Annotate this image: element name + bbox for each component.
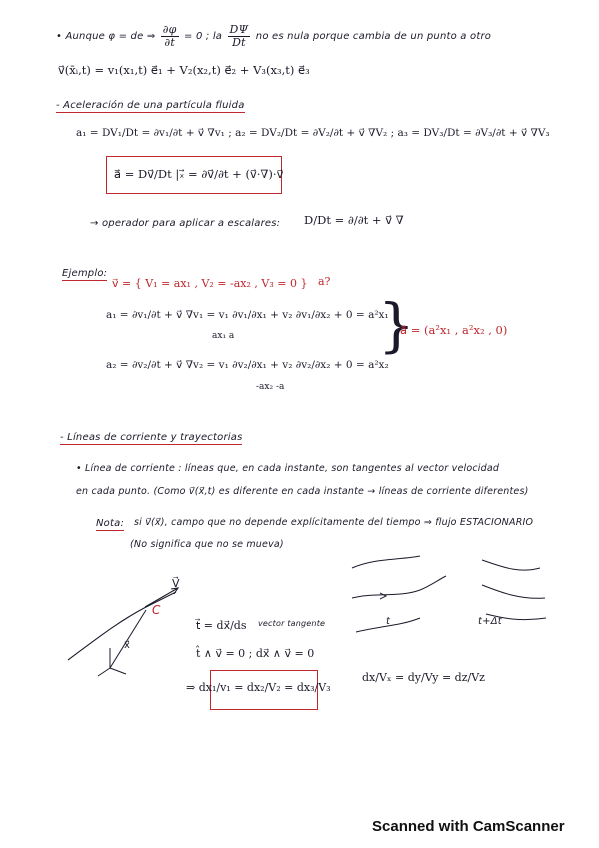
streamline-tdt-1	[482, 560, 540, 570]
axis-x	[98, 668, 110, 676]
tangent-label: vector tangente	[258, 619, 326, 628]
aunque-frac-1-num: ∂φ	[162, 23, 177, 36]
ejemplo-a1: a₁ = ∂v₁/∂t + v⃗ ∇v₁ = v₁ ∂v₁/∂x₁ + v₂ ∂v₁/∂x₂ + 0 = a²x₁	[106, 309, 389, 321]
streamline-definition-1: • Línea de corriente : líneas que, en cada instante, son tangentes al vector velocidad	[76, 463, 500, 474]
velocity-field-equation: v⃗(x̄ᵢ,t) = v₁(x₁,t) e⃗₁ + V₂(x₂,t) e⃗₂ + V₃(x₃,t) e⃗₃	[58, 63, 310, 77]
ejemplo-a2: a₂ = ∂v₂/∂t + v⃗ ∇v₂ = v₁ ∂v₂/∂x₁ + v₂ ∂v₂/∂x₂ + 0 = a²x₂	[106, 359, 389, 371]
camscanner-footer: Scanned with CamScanner	[372, 818, 565, 835]
streamline-equation: ⇒ dx₁/v₁ = dx₂/V₂ = dx₃/V₃	[186, 681, 331, 694]
ejemplo-velocity: v⃗ = { V₁ = ax₁ , V₂ = -ax₂ , V₃ = 0 }	[112, 277, 308, 290]
aunque-frac-2-den: Dt	[232, 35, 246, 49]
streamline-t-2	[352, 576, 446, 598]
sketch-label-x: x⃗	[124, 640, 130, 651]
streamline-tdt-2	[482, 585, 545, 598]
sketch-label-v: V⃗	[172, 577, 180, 590]
velocity-vector	[145, 588, 178, 607]
aunque-frac-1-den: ∂t	[164, 35, 175, 49]
ejemplo-label-text: Ejemplo:	[62, 268, 108, 279]
ejemplo-question: a?	[318, 275, 331, 288]
material-derivative-equation: a⃗ = Dv⃗/Dt |ₓ⃗ = ∂v⃗/∂t + (v⃗·∇)·v⃗	[114, 167, 284, 181]
streamlines-heading-text: - Líneas de corriente y trayectorias	[60, 432, 243, 443]
aunque-pre: • Aunque φ = de ⇒	[56, 31, 156, 43]
aunque-mid: = 0 ; la	[183, 31, 223, 43]
aunque-frac-2-num: DΨ	[229, 23, 249, 36]
nota-text: si v⃗(x⃗), campo que no depende explícitamente del tiempo ⇒ flujo ESTACIONARIO	[134, 517, 534, 528]
sketch-label-t2: t+Δt	[478, 616, 502, 627]
acceleration-components-equation: a₁ = DV₁/Dt = ∂v₁/∂t + v⃗ ∇v₁ ; a₂ = DV₂/Dt = ∂V₂/∂t + v⃗ ∇V₂ ; a₃ = DV₃/Dt = ∂V₃/∂t + v⃗ ∇V₃	[76, 127, 550, 139]
ejemplo-a2-under: -ax₂ -a	[256, 382, 285, 392]
streamline-definition-2: en cada punto. (Como v⃗(x⃗,t) es diferente en cada instante → líneas de corriente diferentes)	[76, 486, 529, 497]
nota-text-2: (No significa que no se mueva)	[130, 539, 284, 550]
alt-streamline-equation: dx/Vₓ = dy/Vy = dz/Vz	[362, 671, 485, 684]
operator-description: → operador para aplicar a escalares:	[90, 218, 281, 229]
ejemplo-result: a⃗ = (a²x₁ , a²x₂ , 0)	[400, 323, 508, 337]
operator-equation: D/Dt = ∂/∂t + v⃗ ∇	[304, 213, 404, 227]
sketch-label-t1: t	[386, 616, 391, 627]
nota-label-text: Nota:	[96, 518, 125, 529]
tangent-equation: t⃗ = dx⃗/ds	[196, 619, 247, 632]
aunque-post: no es nula porque cambia de un punto a otro	[255, 31, 492, 43]
streamline-arrow	[380, 593, 386, 599]
position-vector	[110, 610, 146, 668]
right-brace: }	[378, 291, 415, 359]
cross-product-equation: t̂ ∧ v⃗ = 0 ; dx⃗ ∧ v⃗ = 0	[196, 647, 315, 660]
axis-y	[110, 668, 126, 674]
sketch-label-c: C	[152, 603, 161, 617]
ejemplo-a1-under: ax₁ a	[212, 331, 235, 341]
acceleration-heading-text: - Aceleración de una partícula fluida	[56, 100, 245, 111]
streamline-t-1	[352, 556, 420, 568]
